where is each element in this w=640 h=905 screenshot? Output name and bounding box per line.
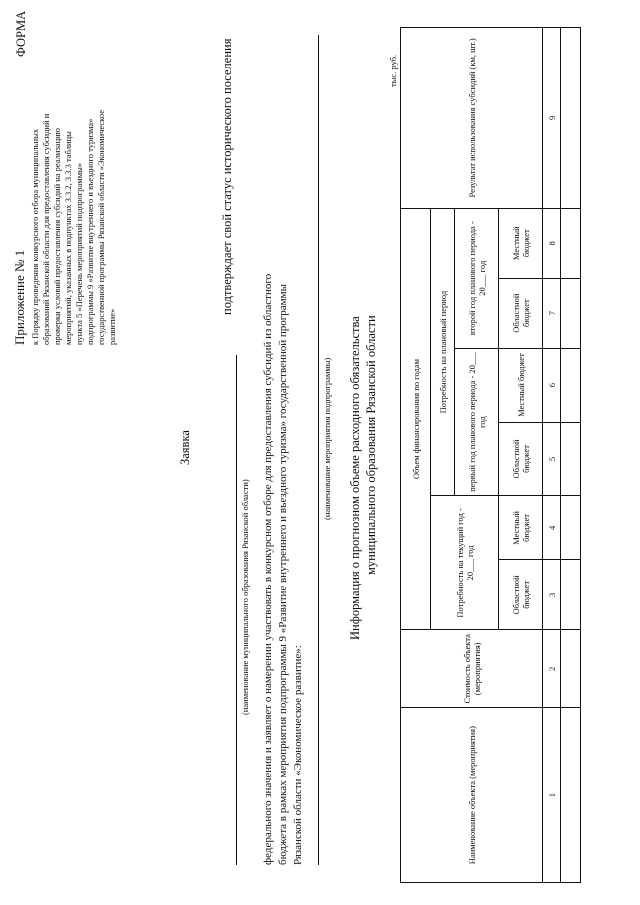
body-line-2: бюджета в рамках мероприятия подпрограммы 9 «Развитие внутреннего и въездного туризма» государственной программы	[277, 284, 289, 865]
header-local-2: Местный бюджет	[499, 348, 543, 422]
header-second: второй год планового периода - 20___ год	[455, 208, 499, 348]
appendix-line-6: подпрограммы 9 «Развитие внутреннего и въездного туризма»	[85, 118, 95, 345]
header-local-3: Местный бюджет	[499, 208, 543, 278]
header-volume: Объем финансирования по годам	[401, 208, 431, 630]
col-number: 2	[543, 630, 561, 708]
appendix-line-3: проверки условий предоставления субсидий на реализацию	[52, 127, 62, 345]
appendix-line-2: образований Рязанской области для предоставления субсидий и	[41, 113, 51, 345]
table-cell	[561, 708, 581, 883]
col-number: 8	[543, 208, 561, 278]
table-cell	[561, 278, 581, 348]
appendix-line-5: пункта 5 «Перечень мероприятий подпрограммы»	[74, 162, 84, 345]
table-cell	[561, 208, 581, 278]
table-cell	[561, 560, 581, 630]
col-number: 1	[543, 708, 561, 883]
col-number: 7	[543, 278, 561, 348]
body-line-1: федерального значения и заявляет о намерении участвовать в конкурсном отборе для предоставления субсидий из областного	[262, 273, 274, 865]
header-result: Результат использования субсидий (км, шт.)	[401, 28, 543, 209]
header-local-1: Местный бюджет	[499, 496, 543, 560]
event-caption: (наименование мероприятия подпрограммы)	[322, 357, 332, 520]
header-planned: Потребность на плановый период	[431, 208, 455, 496]
header-name: Наименование объекта (мероприятия)	[401, 708, 543, 883]
units-label: тыс. руб.	[388, 54, 398, 87]
mo-caption: (наименование муниципального образования Рязанской области)	[240, 479, 250, 715]
event-name-line	[318, 35, 319, 865]
appendix-line-4: мероприятий, указанных в подпунктах 3.3.2, 3.3.3 таблицы	[63, 131, 73, 345]
subsidy-table	[400, 27, 581, 883]
status-line: подтверждает свой статус исторического поселения	[220, 38, 234, 315]
header-regional-1: Областной бюджет	[499, 560, 543, 630]
info-title-1: Информация о прогнозном объеме расходного обязательства	[348, 316, 362, 640]
header-current: Потребность на текущий год - 20___ год	[431, 496, 499, 630]
header-first: первый год планового периода - 20___ год	[455, 348, 499, 496]
appendix-line-1: к Порядку проведения конкурсного отбора муниципальных	[30, 128, 40, 345]
header-regional-2: Областной бюджет	[499, 422, 543, 496]
info-title-2: муниципального образования Рязанской области	[364, 315, 378, 575]
appendix-title: Приложение № 1	[12, 249, 27, 345]
col-number: 3	[543, 560, 561, 630]
col-number: 5	[543, 422, 561, 496]
col-number: 9	[543, 28, 561, 209]
header-regional-3: Областной бюджет	[499, 278, 543, 348]
mo-name-line	[236, 355, 237, 865]
body-line-3: Рязанской области «Экономическое развитие»:	[292, 645, 304, 865]
table-cell	[561, 28, 581, 209]
forma-label: ФОРМА	[14, 10, 28, 57]
table-cell	[561, 496, 581, 560]
col-number: 4	[543, 496, 561, 560]
header-cost: Стоимость объекта (мероприятия)	[401, 630, 543, 708]
col-number: 6	[543, 348, 561, 422]
table-cell	[561, 348, 581, 422]
zayavka-title: Заявка	[178, 430, 192, 465]
appendix-line-7: государственной программы Рязанской области «Экономическое	[96, 109, 106, 345]
table-cell	[561, 630, 581, 708]
table-cell	[561, 422, 581, 496]
appendix-line-8: развитие»	[107, 308, 117, 345]
